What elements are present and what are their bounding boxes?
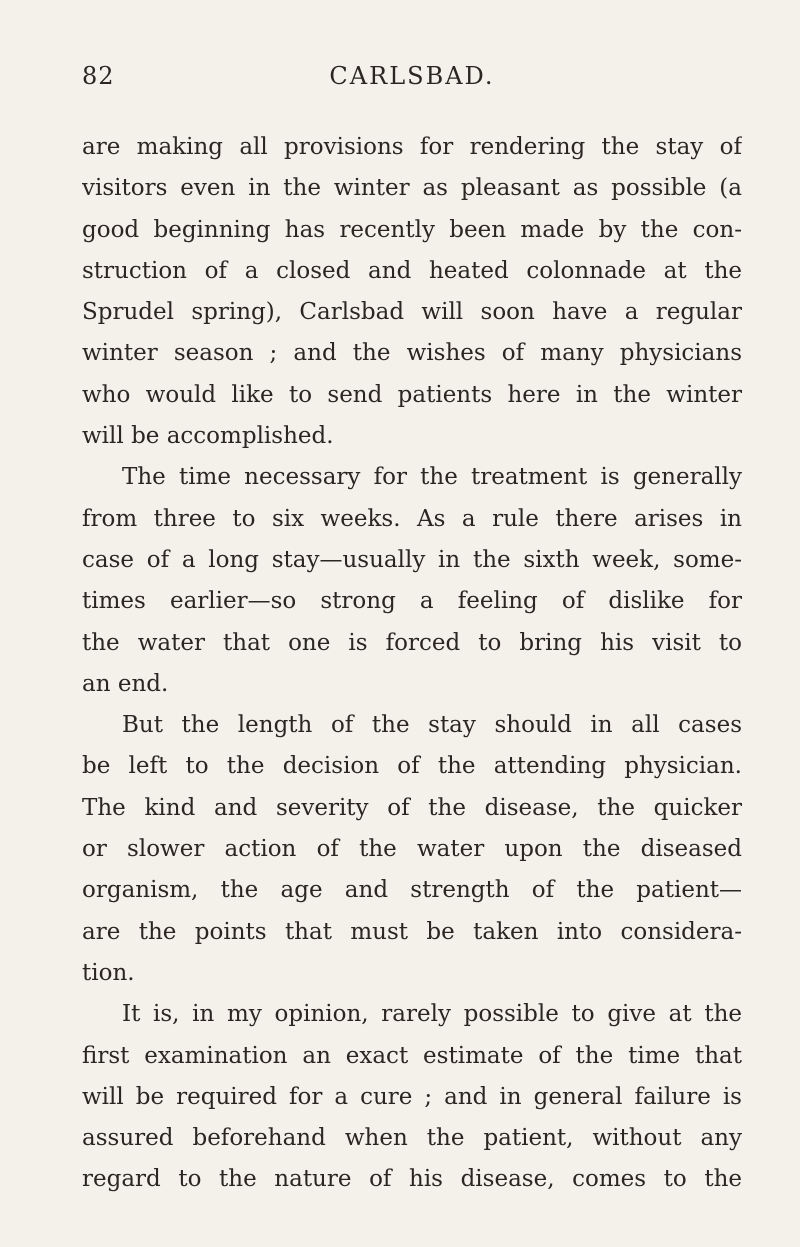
- running-title: CARLSBAD.: [329, 62, 495, 90]
- text-line: regard to the nature of his disease, comes to the: [82, 1166, 742, 1193]
- text-line: from three to six weeks. As a rule there arises in: [82, 505, 742, 532]
- body-text: [82, 127, 742, 1201]
- text-line: assured beforehand when the patient, without any: [82, 1125, 742, 1152]
- text-line: visitors even in the winter as pleasant as possible (a: [82, 175, 742, 202]
- text-line: will be accomplished.: [82, 423, 334, 450]
- text-line: be left to the decision of the attending physician.: [82, 753, 742, 780]
- text-line: are making all provisions for rendering the stay of: [82, 134, 742, 160]
- text-line: winter season ; and the wishes of many physicians: [82, 340, 742, 367]
- text-line: organism, the age and strength of the patient—: [82, 877, 742, 904]
- text-line: who would like to send patients here in the winter: [82, 381, 742, 408]
- text-line: tion.: [82, 959, 135, 986]
- text-line: first examination an exact estimate of the time that: [82, 1042, 742, 1069]
- text-line: But the length of the stay should in all cases: [122, 712, 742, 739]
- text-line: case of a long stay—usually in the sixth week, some-: [82, 546, 742, 573]
- text-line: The time necessary for the treatment is generally: [122, 464, 742, 491]
- text-line: The kind and severity of the disease, the quicker: [82, 794, 742, 821]
- text-line: or slower action of the water upon the diseased: [82, 836, 742, 863]
- text-line: times earlier—so strong a feeling of dislike for: [82, 588, 742, 615]
- text-line: are the points that must be taken into considera-: [82, 918, 742, 945]
- text-line: struction of a closed and heated colonnade at the: [82, 257, 742, 284]
- text-line: will be required for a cure ; and in general failure is: [82, 1083, 742, 1110]
- text-line: Sprudel spring), Carlsbad will soon have a regular: [82, 299, 742, 326]
- text-line: good beginning has recently been made by the con-: [82, 216, 742, 243]
- text-line: It is, in my opinion, rarely possible to give at the: [122, 1001, 742, 1028]
- text-line: an end.: [82, 670, 169, 697]
- text-line: the water that one is forced to bring his visit to: [82, 629, 742, 656]
- running-head: [82, 62, 742, 102]
- page-number: 82: [82, 62, 115, 90]
